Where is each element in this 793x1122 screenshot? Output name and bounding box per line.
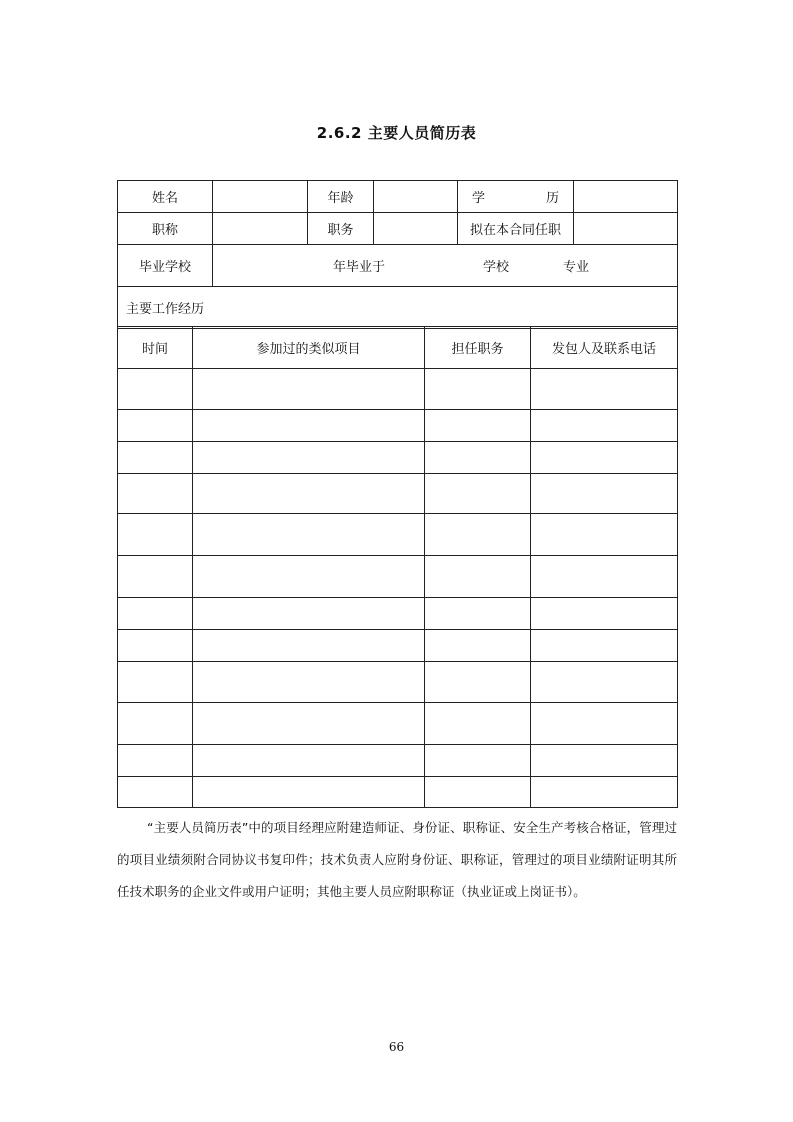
personal-info-table bbox=[117, 180, 678, 329]
table-row bbox=[118, 442, 678, 474]
form-row-title bbox=[118, 213, 678, 245]
proposed-role-label: 拟在本合同任职 bbox=[458, 213, 574, 245]
table-row bbox=[118, 410, 678, 442]
age-field[interactable] bbox=[374, 181, 458, 213]
table-row bbox=[118, 777, 678, 808]
form-row-experience bbox=[118, 287, 678, 329]
education-label: 学 历 bbox=[458, 181, 574, 213]
work-experience-label: 主要工作经历 bbox=[118, 287, 678, 329]
form-row-name bbox=[118, 181, 678, 213]
header-projects: 参加过的类似项目 bbox=[193, 327, 425, 369]
table-row bbox=[118, 369, 678, 410]
attachment-note: “主要人员简历表”中的项目经理应附建造师证、身份证、职称证、安全生产考核合格证，管理过的项目业绩须附合同协议书复印件；技术负责人应附身份证、职称证，管理过的项目业绩附证明其所任技术职务的企业文件或用户证明；其他主要人员应附职称证（执业证或上岗证书）。 bbox=[117, 820, 677, 899]
major-text: 专业 bbox=[563, 260, 590, 275]
experience-header-row bbox=[118, 327, 678, 369]
experience-table bbox=[117, 326, 678, 808]
table-row bbox=[118, 474, 678, 514]
graduation-year-text: 年毕业于 bbox=[333, 260, 386, 275]
header-contact: 发包人及联系电话 bbox=[531, 327, 678, 369]
table-row bbox=[118, 598, 678, 630]
education-field[interactable] bbox=[574, 181, 678, 213]
page-title: 2.6.2 主要人员简历表 bbox=[316, 124, 477, 142]
page-number: 66 bbox=[388, 1040, 405, 1054]
graduation-school-text: 学校 bbox=[483, 260, 510, 275]
table-row bbox=[118, 703, 678, 745]
school-field[interactable] bbox=[213, 245, 678, 287]
header-role: 担任职务 bbox=[425, 327, 531, 369]
table-row bbox=[118, 514, 678, 556]
position-label: 职务 bbox=[308, 213, 374, 245]
school-label: 毕业学校 bbox=[118, 245, 213, 287]
name-field[interactable] bbox=[213, 181, 308, 213]
title-field[interactable] bbox=[213, 213, 308, 245]
age-label: 年龄 bbox=[308, 181, 374, 213]
table-row bbox=[118, 662, 678, 703]
position-field[interactable] bbox=[374, 213, 458, 245]
table-row bbox=[118, 745, 678, 777]
table-row bbox=[118, 556, 678, 598]
header-time: 时间 bbox=[118, 327, 193, 369]
name-label: 姓名 bbox=[118, 181, 213, 213]
table-row bbox=[118, 630, 678, 662]
title-label: 职称 bbox=[118, 213, 213, 245]
form-row-school bbox=[118, 245, 678, 287]
proposed-role-field[interactable] bbox=[574, 213, 678, 245]
